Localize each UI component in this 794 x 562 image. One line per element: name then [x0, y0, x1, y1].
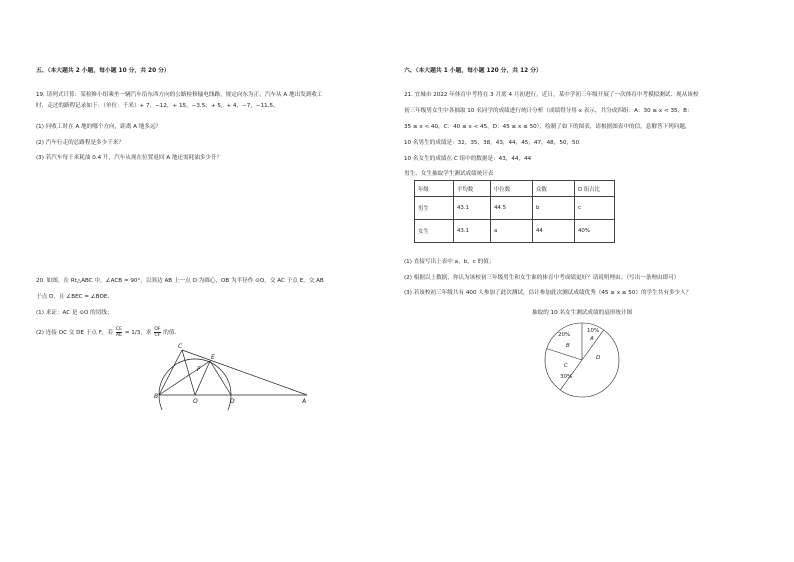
pie-pct-c: 30% — [560, 374, 573, 380]
q21-part1: (1) 直接写出上表中 a，b，c 的值； — [404, 259, 495, 265]
table-cell: 44 — [533, 220, 575, 243]
table-header-cell: 中位数 — [491, 181, 533, 197]
right-column — [404, 0, 764, 562]
label-b: B — [154, 393, 159, 400]
q19-part2: (2) 汽车行走的总路程是多少千米？ — [36, 140, 125, 146]
pie-label-a: A — [590, 336, 594, 342]
section-six-header: 六、（本大题共 1 小题，每小题 120 分，共 12 分） — [404, 68, 542, 74]
q21-part2: (2) 根据以上数据，你认为该校初三年级男生和女生谁的体育中考成绩更好？请说明理由；（写出一条理由即可） — [404, 275, 680, 281]
table-cell: 女生 — [415, 220, 454, 243]
stats-table — [414, 180, 615, 243]
left-column — [36, 0, 386, 562]
table-cell: c — [575, 197, 615, 220]
table-cell: 44.5 — [491, 197, 533, 220]
q20-line1: 20. 如图，在 Rt△ABC 中，∠ACB = 90°，以斜边 AB 上一点 O 为圆心，OB 为半径作 ⊙O，交 AC 于点 E，交 AB — [36, 278, 324, 284]
table-row — [415, 197, 615, 220]
table-header-cell: 众数 — [533, 181, 575, 197]
pie-chart — [542, 320, 622, 400]
segment-ed — [210, 361, 231, 395]
table-cell: 43.1 — [454, 197, 491, 220]
fraction-of: OF — [154, 327, 161, 332]
label-c: C — [178, 343, 183, 350]
label-d: D — [230, 398, 235, 405]
q20-part2 — [36, 327, 180, 338]
table-row — [415, 220, 615, 243]
geometry-figure — [154, 340, 314, 410]
q21-part3: (3) 若该校初三年级共有 400 人参加了此次测试，估计参加此次测试成绩优秀（45 ≤ x ≤ 50）的学生共有多少人？ — [404, 290, 692, 296]
fraction-ce-ae — [116, 327, 122, 338]
table-cell: a — [491, 220, 533, 243]
q19-part3: (3) 若汽车每千米耗油 0.4 升，汽车从现在位置返回 A 地还需耗油多少升？ — [36, 155, 223, 161]
q19-line2: 时，走过的路程记录如下：（单位：千米）+ 7，−12，+ 15，−3.5，+ 5，+ 4，−7，−11.5， — [36, 103, 279, 109]
pie-label-d: D — [596, 355, 601, 361]
segment-ca — [182, 350, 307, 395]
q20-part2-suffix: 的值． — [163, 330, 181, 336]
fraction-ce: CE — [115, 327, 123, 332]
q20-line2: 于点 D，且 ∠BEC = ∠BDE． — [36, 294, 114, 300]
fraction-ae: AE — [115, 333, 122, 338]
q21-line1: 21. 宜城市 2022 年体育中考将在 3 月底 4 月初进行，近日，某中学初三年级开展了一次体育中考模拟测试．现从该校 — [404, 92, 699, 98]
table-cell: 男生 — [415, 197, 454, 220]
label-e: E — [211, 354, 215, 361]
q21-female-c-scores: 10 名女生的成绩在 C 组中的数据是：43，44，44 — [404, 156, 532, 162]
q21-line3: 35 ≤ x < 40，C：40 ≤ x < 45，D：45 ≤ x ≤ 50），绘制了如下的图表，请根据图表中的信，息解答下列问题， — [404, 124, 691, 130]
q20-part2-eq: = 1/3，求 — [124, 330, 152, 336]
q21-male-scores: 10 名男生的成绩是：32，35，38，43，44，45，47，48，50，50 — [404, 140, 580, 146]
table-cell: 40% — [575, 220, 615, 243]
section-five-header: 五、（本大题共 2 小题，每小题 10 分，共 20 分） — [36, 68, 170, 74]
q21-line2: 初三年级男女生中各抽取 10 名同学的成绩进行统计分析（成绩得分用 x 表示，共分成四组：A：30 ≤ x < 35，B： — [404, 108, 693, 114]
label-a: A — [302, 398, 307, 405]
fraction-cf: CF — [154, 333, 161, 338]
pie-pct-a: 10% — [587, 328, 600, 334]
pie-label-c: C — [564, 363, 568, 369]
table-header-row — [415, 181, 615, 197]
label-f: F — [197, 366, 201, 373]
label-o: O — [193, 398, 198, 405]
fraction-of-cf — [154, 327, 160, 338]
table-header-cell: 平均数 — [454, 181, 491, 197]
table-cell: b — [533, 197, 575, 220]
q19-part1: (1) 问收工时在 A 地的哪个方向，距离 A 地多远？ — [36, 124, 162, 130]
q20-part2-prefix: (2) 连接 OC 交 DE 于点 F，若 — [36, 330, 114, 336]
pie-label-b: B — [566, 343, 570, 349]
pie-title: 抽取的 10 名女生测试成绩的扇形统计图 — [532, 310, 633, 316]
table-cell: 43.1 — [454, 220, 491, 243]
stats-table-title: 男生、女生抽取学生测试成绩统计表 — [404, 171, 494, 177]
table-header-cell: 年级 — [415, 181, 454, 197]
pie-pct-b: 20% — [558, 332, 571, 338]
q19-line1: 19. 请列式计算：某检修小组乘坐一辆汽车沿东西方向的公路检修输电线路，规定向东为正，汽车从 A 地出发到收工 — [36, 92, 323, 98]
q20-part1: (1) 求证：AC 是 ⊙O 的切线； — [36, 310, 113, 316]
segment-bc — [159, 350, 182, 395]
table-header-cell: D 组占比 — [575, 181, 615, 197]
